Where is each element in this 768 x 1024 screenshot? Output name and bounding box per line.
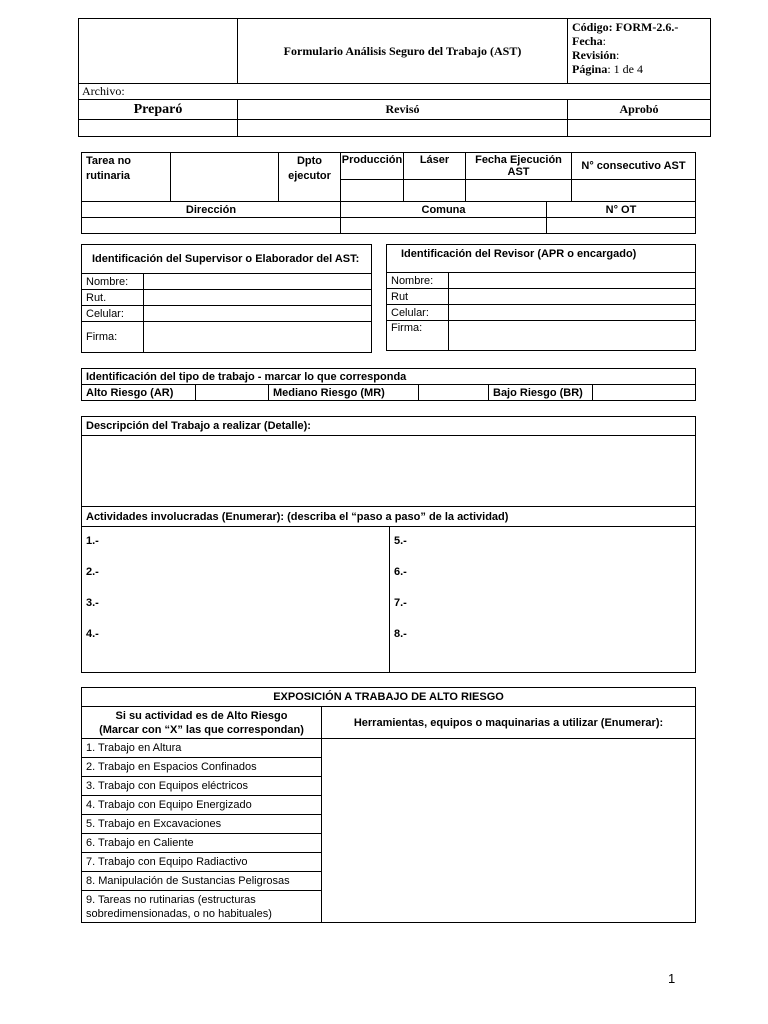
work-type-section [81, 368, 695, 402]
archivo-label: Archivo: [79, 84, 711, 100]
supervisor-celular-field[interactable] [144, 306, 372, 322]
activity-item: 8.- [394, 628, 407, 640]
preparo-label: Preparó [79, 100, 238, 120]
fecha-label: Fecha [572, 34, 603, 48]
revisor-rut-label: Rut [387, 289, 449, 305]
risk-item-altura[interactable]: 1. Trabajo en Altura [82, 739, 322, 758]
activity-item: 3.- [86, 597, 99, 609]
mediano-riesgo-checkbox[interactable] [419, 385, 489, 401]
form-title: Formulario Análisis Seguro del Trabajo (AST) [238, 19, 568, 84]
description-field[interactable] [82, 436, 696, 507]
revisor-celular-label: Celular: [387, 305, 449, 321]
fecha-ejecucion-field[interactable] [466, 180, 572, 202]
exposure-section [81, 687, 695, 922]
direccion-label: Dirección [82, 202, 341, 218]
reviso-label: Revisó [238, 100, 568, 120]
exposure-left-header-line2: (Marcar con “X” las que correspondan) [99, 723, 304, 736]
fecha-suffix: : [602, 34, 606, 48]
activity-item: 7.- [394, 597, 407, 609]
activities-left-column[interactable] [82, 527, 390, 673]
pagina-value: : 1 de 4 [607, 62, 644, 76]
laser-field[interactable] [404, 180, 466, 202]
mediano-riesgo-label: Mediano Riesgo (MR) [269, 385, 419, 401]
alto-riesgo-label: Alto Riesgo (AR) [82, 385, 196, 401]
description-table [81, 416, 696, 673]
revisor-firma-field[interactable] [449, 321, 696, 351]
alto-riesgo-checkbox[interactable] [196, 385, 269, 401]
risk-item-tareas-no-rutinarias[interactable]: 9. Tareas no rutinarias (estructuras sobredimensionadas, o no habituales) [82, 891, 322, 923]
n-ot-field[interactable] [547, 218, 696, 234]
risk-item-espacios-confinados[interactable]: 2. Trabajo en Espacios Confinados [82, 758, 322, 777]
comuna-label: Comuna [341, 202, 547, 218]
tarea-no-rutinaria-label: Tarea no rutinaria [82, 153, 171, 202]
risk-item-radiactivo[interactable]: 7. Trabajo con Equipo Radiactivo [82, 853, 322, 872]
risk-item-caliente[interactable]: 6. Trabajo en Caliente [82, 834, 322, 853]
aprobo-label: Aprobó [568, 100, 711, 120]
supervisor-section [81, 244, 371, 354]
activity-item: 6.- [394, 566, 407, 578]
revisor-nombre-label: Nombre: [387, 273, 449, 289]
risk-item-excavaciones[interactable]: 5. Trabajo en Excavaciones [82, 815, 322, 834]
revision-label: Revisión [572, 48, 617, 62]
preparo-field[interactable] [79, 120, 238, 137]
produccion-field[interactable] [341, 180, 404, 202]
exposure-left-header [82, 707, 322, 739]
comuna-field[interactable] [341, 218, 547, 234]
risk-item-equipos-electricos[interactable]: 3. Trabajo con Equipos eléctricos [82, 777, 322, 796]
supervisor-nombre-field[interactable] [144, 274, 372, 290]
bajo-riesgo-label: Bajo Riesgo (BR) [489, 385, 593, 401]
supervisor-celular-label: Celular: [82, 306, 144, 322]
work-type-table [81, 368, 696, 401]
revisor-rut-field[interactable] [449, 289, 696, 305]
pagina-label: Página [572, 62, 608, 76]
produccion-label: Producción [341, 153, 404, 180]
supervisor-rut-field[interactable] [144, 290, 372, 306]
direccion-field[interactable] [82, 218, 341, 234]
task-table [81, 152, 696, 234]
reviso-field[interactable] [238, 120, 568, 137]
revisor-nombre-field[interactable] [449, 273, 696, 289]
n-consecutivo-field[interactable] [572, 180, 696, 202]
revision-suffix: : [616, 48, 620, 62]
exposure-title: EXPOSICIÓN A TRABAJO DE ALTO RIESGO [82, 688, 696, 707]
task-info [81, 152, 695, 231]
supervisor-firma-field[interactable] [144, 322, 372, 353]
n-ot-label: N° OT [547, 202, 696, 218]
activities-title: Actividades involucradas (Enumerar): (describa el “paso a paso” de la actividad) [82, 507, 696, 527]
risk-item-sustancias-peligrosas[interactable]: 8. Manipulación de Sustancias Peligrosas [82, 872, 322, 891]
supervisor-rut-label: Rut. [82, 290, 144, 306]
work-type-title: Identificación del tipo de trabajo - marcar lo que corresponda [82, 369, 696, 385]
codigo-label: Código: [572, 20, 613, 34]
page-number: 1 [668, 971, 676, 986]
supervisor-nombre-label: Nombre: [82, 274, 144, 290]
tools-list-field[interactable] [322, 739, 696, 923]
exposure-table [81, 687, 696, 923]
revisor-celular-field[interactable] [449, 305, 696, 321]
codigo-value: FORM-2.6.- [615, 20, 679, 34]
activity-item: 1.- [86, 535, 99, 547]
header-table [78, 18, 711, 137]
logo-cell [79, 19, 238, 84]
fecha-ejecucion-label: Fecha Ejecución AST [466, 153, 572, 180]
tarea-no-rutinaria-field[interactable] [171, 153, 279, 202]
activity-item: 2.- [86, 566, 99, 578]
supervisor-title: Identificación del Supervisor o Elaborador del AST: [82, 245, 372, 274]
activity-item: 4.- [86, 628, 99, 640]
bajo-riesgo-checkbox[interactable] [593, 385, 696, 401]
description-title: Descripción del Trabajo a realizar (Detalle): [82, 417, 696, 436]
aprobo-field[interactable] [568, 120, 711, 137]
supervisor-table [81, 244, 372, 353]
doc-meta [568, 19, 711, 84]
revisor-title: Identificación del Revisor (APR o encargado) [387, 245, 696, 273]
exposure-left-header-line1: Si su actividad es de Alto Riesgo [115, 709, 288, 722]
risk-item-equipo-energizado[interactable]: 4. Trabajo con Equipo Energizado [82, 796, 322, 815]
revisor-firma-label: Firma: [387, 321, 449, 351]
laser-label: Láser [404, 153, 466, 180]
revisor-table [386, 244, 696, 351]
n-consecutivo-label: N° consecutivo AST [572, 153, 696, 180]
supervisor-firma-label: Firma: [82, 322, 144, 353]
activities-right-column[interactable] [390, 527, 696, 673]
revisor-section [386, 244, 695, 350]
description-section [81, 416, 695, 672]
dpto-ejecutor-label: Dpto ejecutor [279, 153, 341, 202]
document-header [78, 18, 710, 136]
exposure-right-header: Herramientas, equipos o maquinarias a utilizar (Enumerar): [322, 707, 696, 739]
activity-item: 5.- [394, 535, 407, 547]
